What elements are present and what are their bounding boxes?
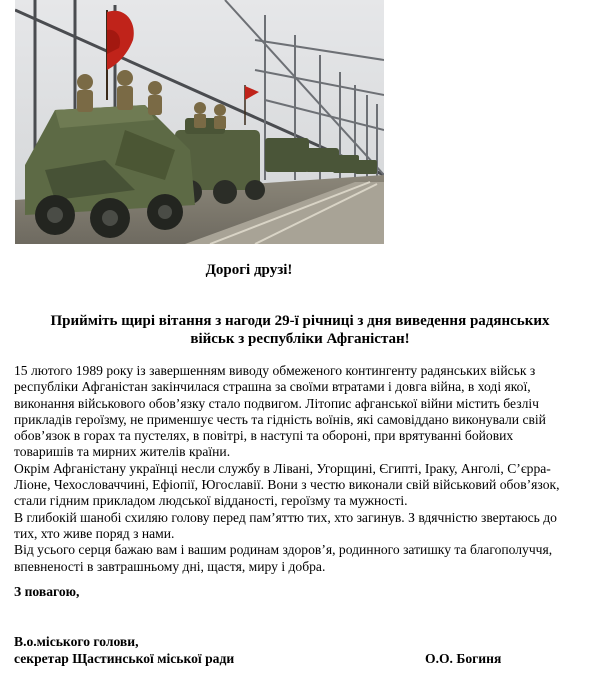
convoy-photo (15, 0, 384, 244)
body-line: товаришів та мирних жителів країни. (14, 444, 231, 460)
body-line: стали гідним прикладом людської відданості, героїзму та мужності. (14, 493, 408, 509)
body-line: республіки Афганістан закінчилася страшна за своїми втратами і довга війна, в ході якої, (14, 379, 531, 395)
signature-title-line: секретар Щастинської міської ради (14, 651, 235, 666)
body-line: В глибокій шанобі схиляю голову перед пам’яттю тих, хто загинув. З вдячністю звертаюсь до (14, 509, 557, 525)
body-text (14, 363, 586, 575)
body-line: Окрім Афганістану українці несли службу в Лівані, Угорщині, Єгипті, Іраку, Анголі, С’єрра- (14, 460, 551, 476)
closing-phrase: З повагою, (14, 584, 80, 599)
body-line: впевненості в завтрашньому дні, щастя, миру і добра. (14, 558, 326, 574)
body-line: 15 лютого 1989 року із завершенням виводу обмеженого контингенту радянських військ з (14, 363, 536, 378)
body-line: прикладів героїзму, не применшує честь та гідність воїнів, які самовіддано виконували свій (14, 411, 546, 427)
photo-convoy-icon (15, 0, 384, 244)
greeting-heading: Дорогі друзі! (205, 262, 293, 278)
signature-title-line: В.о.міського голови, (14, 634, 139, 649)
body-line: тих, хто живе поряд з нами. (14, 525, 175, 541)
body-line: обов’язок в горах та пустелях, в повітрі, в наступі та обороні, при врятуванні бойових (14, 428, 514, 444)
signature-title (14, 633, 234, 667)
signature-name: О.О. Богиня (425, 651, 502, 666)
body-line: Від усього серця бажаю вам і вашим родинам здоров’я, родинного затишку та благополуччя, (14, 542, 553, 558)
headline (14, 312, 586, 348)
body-line: Ліоне, Чехословаччині, Ефіопії, Югославії. Вони з честю виконали свій військовий обов’язок, (14, 477, 560, 493)
headline-line: військ з республіки Афганістан! (190, 331, 410, 347)
headline-line: Прийміть щирі вітання з нагоди 29-ї річниці з дня виведення радянських (50, 313, 550, 329)
body-line: виконання військового обов’язку стало подвигом. Літопис афганської війни містить безліч (14, 395, 539, 411)
